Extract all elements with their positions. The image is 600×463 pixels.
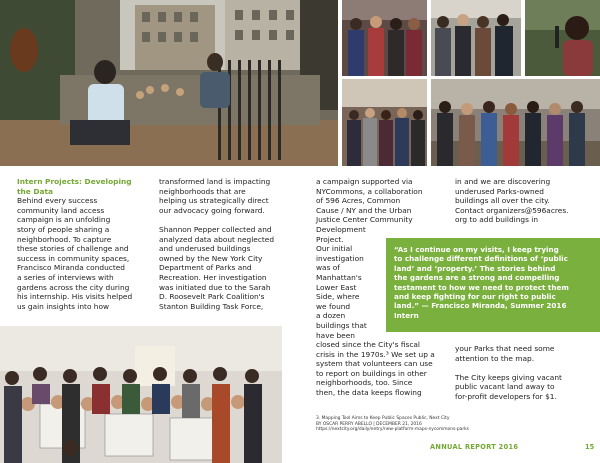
col3-line: system that volunteers can use: [316, 359, 433, 369]
col4-line: attention to the map.: [455, 353, 535, 363]
col3-line: closed since the City's fiscal: [316, 340, 420, 350]
col4-line: Contact organizers@596acres.: [455, 205, 569, 215]
col3-line: Development: [316, 224, 366, 234]
footnote-line: BY OSCAR PERRY ABELLO | DECEMBER 21, 2016: [316, 421, 422, 427]
section-heading-line-2: the Data: [17, 186, 54, 196]
col2-line: transformed land is impacting: [159, 177, 271, 186]
footnote-line: 3. Mapping Tool Aims to Keep Public Spaces Public, Next City: [316, 416, 450, 421]
pull-quote-line: “As I continue on my visits, I keep trying: [394, 245, 559, 254]
col2-line: owned by the New York City: [159, 253, 263, 263]
col1-line: gardens across the city during: [17, 282, 130, 292]
photo-group-outdoors: [431, 0, 521, 76]
col1-line: us gain insights into how: [17, 301, 110, 311]
pull-quote-line: and keep fighting for our right to public: [394, 292, 556, 302]
col2-line: Recreation. Her investigation: [159, 272, 267, 282]
photo-workshop-group: [0, 326, 282, 463]
col3-line: Side, where: [316, 292, 360, 302]
col3-line: investigation: [316, 253, 364, 263]
section-heading-line-1: Intern Projects: Developing: [17, 177, 132, 186]
col2-line: Stanton Building Task Force,: [159, 301, 264, 311]
col1-line: Behind every success: [17, 196, 98, 206]
col3-line: was of: [316, 263, 340, 273]
footnote-link[interactable]: https://nextcity.org/daily/entry/new-platform-maps-nycommons-parks: [316, 427, 469, 433]
col4-line: public vacant land away to: [455, 382, 555, 392]
col1-line: these stories of challenge and: [17, 244, 129, 254]
col2-line: neighborhoods that are: [159, 186, 246, 196]
col3-line: a campaign supported via: [316, 177, 413, 186]
photo-speaker: [525, 0, 600, 76]
pull-quote-line: testament to how we need to protect them: [394, 282, 569, 292]
col1-line: campaign is an unfolding: [17, 215, 111, 225]
col3-line: of 596 Acres, Common: [316, 196, 401, 206]
col2-line: D. Roosevelt Park Coalition's: [159, 292, 265, 302]
footnote: [316, 416, 469, 433]
col4-line: in and we are discovering: [455, 177, 551, 186]
photo-group-street: [431, 79, 600, 166]
col1-line: Francisco Miranda conducted: [17, 263, 125, 273]
col1-line: community land access: [17, 205, 105, 215]
pull-quote: [386, 238, 600, 332]
col4-line: for-profit developers for $1.: [455, 391, 557, 401]
col3-line: crisis in the 1970s.³ We set up a: [316, 349, 435, 359]
col3-line: Manhattan's: [316, 272, 362, 282]
col1-line: neighborhood. To capture: [17, 234, 112, 244]
col2-line: was initiated due to the Sarah: [159, 282, 271, 292]
photo-garden-interview: [0, 0, 338, 166]
col3-line: Project.: [316, 234, 344, 244]
col2-line: Shannon Pepper collected and: [159, 224, 272, 234]
col3-line: we found: [316, 301, 351, 311]
col3-line: Our initial: [316, 244, 353, 254]
col2-line: helping us strategically direct: [159, 196, 269, 206]
col3-line: have been: [316, 330, 355, 340]
col3-line: to report on buildings in other: [316, 368, 427, 378]
col3-line: then, the data keeps flowing: [316, 388, 422, 398]
col1-line: story of people sharing a: [17, 224, 110, 234]
col3-line: NYCommons, a collaboration: [316, 186, 423, 196]
pull-quote-line: land’ and ‘property.’ The stories behind: [394, 263, 556, 273]
page-number: 15: [585, 443, 595, 451]
col1-line: success in community spaces,: [17, 253, 130, 263]
col3-line: buildings that: [316, 320, 367, 330]
pull-quote-line: land.” — Francisco Miranda, Summer 2016: [394, 301, 567, 311]
pull-quote-line: the gardens are a strong and compelling: [394, 273, 560, 283]
col3-line: Cause / NY and the Urban: [316, 205, 412, 215]
col3-line: Justice Center Community: [316, 215, 413, 225]
column-2: [159, 177, 274, 311]
col2-line: our advocacy going forward.: [159, 205, 265, 215]
column-4-bottom: [455, 344, 562, 402]
col3-line: neighborhoods, too. Since: [316, 378, 413, 388]
column-1: [17, 177, 132, 311]
col2-line: Department of Parks and: [159, 263, 252, 273]
pull-quote-line: Intern: [394, 310, 419, 320]
col4-line: underused Parks-owned: [455, 186, 544, 196]
col4-line: buildings all over the city.: [455, 196, 550, 206]
col2-line: and underused buildings: [159, 244, 251, 254]
col3-line: a dozen: [316, 311, 346, 321]
col1-line: a series of interviews with: [17, 272, 114, 282]
photo-group-protest: [342, 0, 427, 76]
col2-line: analyzed data about neglected: [159, 234, 275, 244]
col3-line: Lower East: [316, 282, 357, 292]
col4-line: The City keeps giving vacant: [455, 372, 562, 382]
photo-community-meeting: [342, 79, 427, 166]
pull-quote-line: to challenge different definitions of ‘public: [394, 254, 568, 264]
col1-line: his internship. His visits helped: [17, 292, 133, 302]
column-4-top: [455, 177, 569, 225]
col4-line: org to add buildings in: [455, 215, 539, 225]
col4-line: your Parks that need some: [455, 344, 555, 353]
footer-label: ANNUAL REPORT 2016: [430, 443, 519, 451]
